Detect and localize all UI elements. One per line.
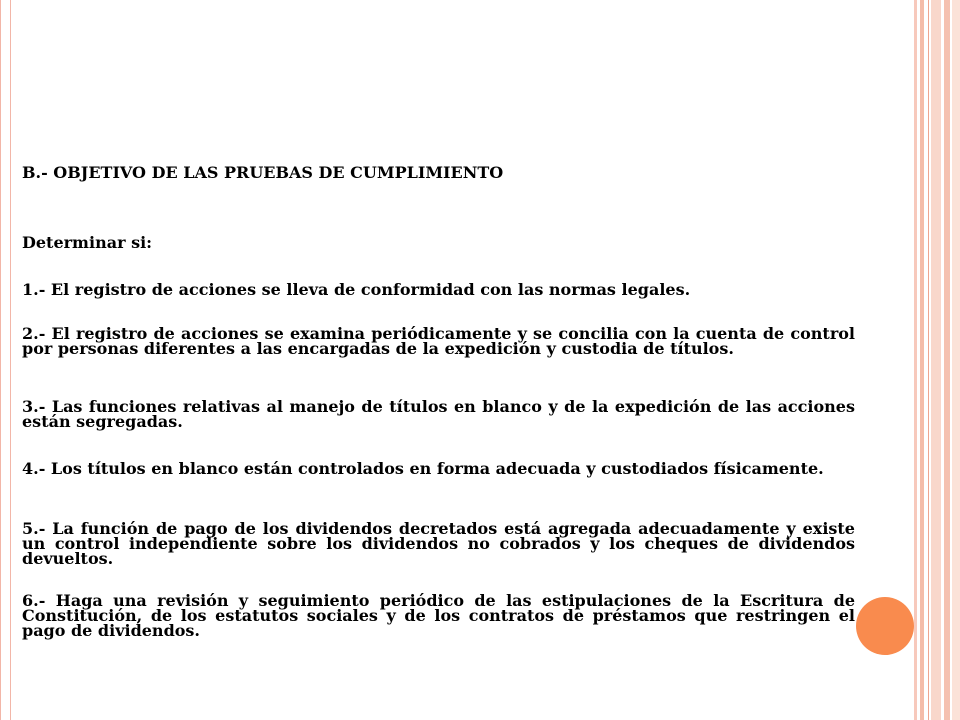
stripe — [952, 0, 960, 720]
right-decorative-stripes — [914, 0, 960, 720]
stripe — [944, 0, 950, 720]
accent-circle-icon — [856, 597, 914, 655]
stripe — [914, 0, 917, 720]
slide-heading: B.- OBJETIVO DE LAS PRUEBAS DE CUMPLIMIENTO — [22, 163, 504, 182]
list-item — [22, 461, 855, 476]
item-text: El registro de acciones se lleva de conformidad con las normas legales. — [50, 280, 691, 299]
list-item — [22, 399, 855, 429]
item-number: 3.- — [22, 397, 52, 416]
item-text: Haga una revisión y seguimiento periódico de las estipulaciones de la Escritura de Constitución, de los estatutos sociales y de los contratos de préstamos que restringen el pago de dividendos. — [22, 591, 855, 640]
list-item — [22, 326, 855, 356]
stripe — [920, 0, 924, 720]
list-item — [22, 282, 855, 297]
intro-text: Determinar si: — [22, 233, 153, 252]
left-frame-border — [0, 0, 11, 720]
item-number: 5.- — [22, 519, 53, 538]
item-number: 1.- — [22, 280, 51, 299]
list-item — [22, 521, 855, 566]
stripe — [928, 0, 929, 720]
item-number: 6.- — [22, 591, 56, 610]
list-item — [22, 593, 855, 638]
item-number: 4.- — [22, 459, 51, 478]
item-number: 2.- — [22, 324, 52, 343]
item-text: Las funciones relativas al manejo de títulos en blanco y de la expedición de las acciones están segregadas. — [22, 397, 855, 431]
item-text: Los títulos en blanco están controlados en forma adecuada y custodiados físicamente. — [50, 459, 824, 478]
item-text: La función de pago de los dividendos decretados está agregada adecuadamente y existe un control independiente sobre los dividendos no cobrados y los cheques de dividendos devueltos. — [22, 519, 855, 568]
stripe — [931, 0, 941, 720]
item-text: El registro de acciones se examina periódicamente y se concilia con la cuenta de control por personas diferentes a las encargadas de la expedición y custodia de títulos. — [22, 324, 856, 358]
